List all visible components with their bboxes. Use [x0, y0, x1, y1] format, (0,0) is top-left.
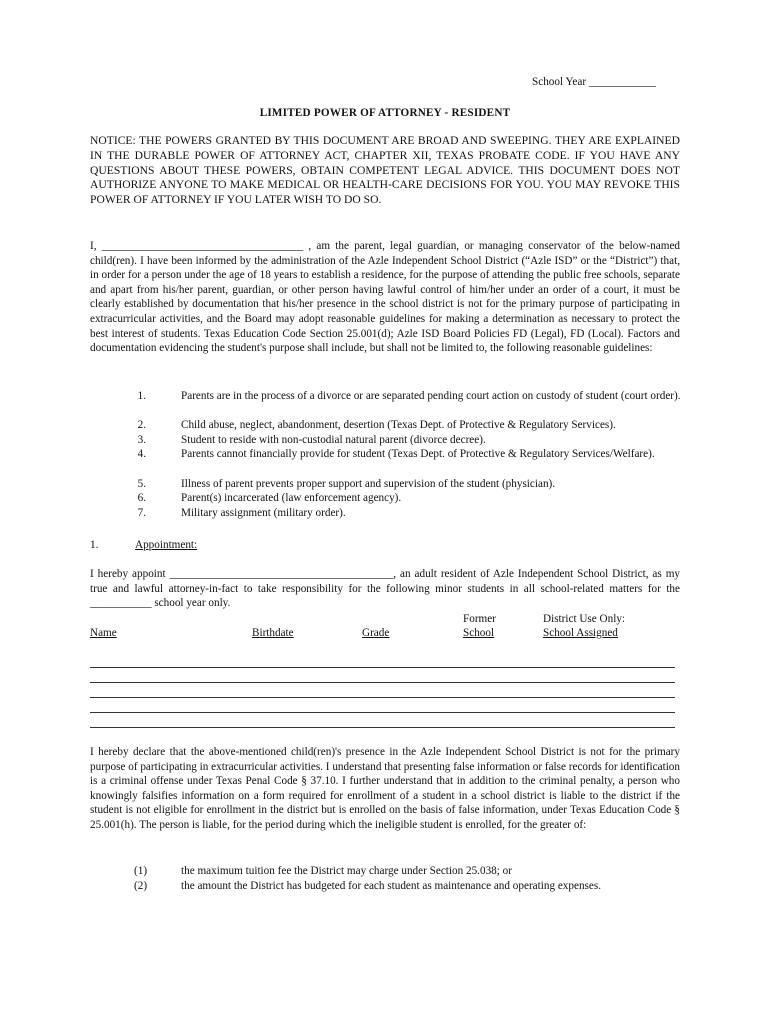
former-school-header-top: Former: [463, 613, 496, 625]
list-item-text: Parents are in the process of a divorce or are separated pending court action on custody of student (court order).: [181, 390, 681, 402]
former-school-header: School: [463, 627, 495, 639]
guidelines-list: [0, 389, 770, 520]
liability-list: [0, 864, 770, 893]
student-entry-line[interactable]: [90, 682, 675, 683]
section-title: Appointment:: [135, 539, 198, 551]
list-item: [0, 864, 770, 879]
student-entry-line[interactable]: [90, 712, 675, 713]
list-item-number: 7.: [137, 506, 146, 519]
student-entry-line[interactable]: [90, 727, 675, 728]
list-item: [0, 477, 770, 492]
list-item-text: the amount the District has budgeted for each student as maintenance and operating expenses.: [181, 879, 602, 892]
birthdate-column-header: Birthdate: [252, 627, 294, 639]
list-item-text: Parent(s) incarcerated (law enforcement agency).: [181, 492, 402, 505]
student-entry-line[interactable]: [90, 667, 675, 668]
list-item-text: Illness of parent prevents proper support and supervision of the student (physician).: [181, 477, 556, 490]
list-item-number: 3.: [137, 433, 146, 446]
list-item-text: Parents cannot financially provide for student (Texas Dept. of Protective & Regulatory Services/Welfare).: [181, 448, 655, 461]
section-number: 1.: [90, 539, 99, 551]
list-item: [0, 389, 770, 418]
list-item-text: Military assignment (military order).: [181, 506, 346, 519]
list-item-number: 5.: [137, 477, 146, 490]
list-item: [0, 879, 770, 894]
district-use-header-top: District Use Only:: [543, 613, 626, 625]
list-item-number: 2.: [137, 419, 146, 432]
list-item: [0, 447, 770, 476]
document-title: LIMITED POWER OF ATTORNEY - RESIDENT: [259, 107, 511, 119]
name-column-header: Name: [90, 627, 117, 639]
appointment-paragraph: I hereby appoint ________________________________________, an adult resident of Azle Independent School District, as my true and lawful attorney-in-fact to take responsibility for the following minor students in all school-related matters for the ___________ school year only.: [90, 568, 680, 610]
list-item-text: the maximum tuition fee the District may charge under Section 25.038; or: [181, 865, 512, 877]
list-item-number: (1): [134, 865, 148, 877]
list-item-text: Child abuse, neglect, abandonment, desertion (Texas Dept. of Protective & Regulatory Services).: [181, 419, 616, 432]
list-item: [0, 506, 770, 521]
list-item-number: 4.: [137, 448, 146, 461]
declaration-paragraph: I hereby declare that the above-mentioned child(ren)'s presence in the Azle Independent School District is not for the primary purpose of participating in extracurricular activities. I understand that presenting false information or false records for identification is a criminal offense under Texas Penal Code § 37.10. I further understand that in addition to the criminal penalty, a person who knowingly falsifies information on a form required for enrollment of a student in a school district is liable to the district if the student is not eligible for enrollment in the district but is enrolled on the basis of false information, under Texas Education Code § 25.001(h). The person is liable, for the period during which the ineligible student is enrolled, for the greater of:: [90, 746, 680, 831]
list-item: [0, 418, 770, 433]
grade-column-header: Grade: [362, 627, 390, 639]
list-item: [0, 491, 770, 506]
list-item: [0, 433, 770, 448]
list-item-number: 1.: [137, 390, 146, 402]
school-assigned-header: School Assigned: [543, 627, 618, 639]
list-item-number: 6.: [137, 492, 146, 505]
list-item-text: Student to reside with non-custodial natural parent (divorce decree).: [181, 433, 486, 446]
school-year-field: School Year ____________: [532, 76, 656, 88]
student-entry-line[interactable]: [90, 697, 675, 698]
notice-paragraph: NOTICE: THE POWERS GRANTED BY THIS DOCUMENT ARE BROAD AND SWEEPING. THEY ARE EXPLAINED IN THE DURABLE POWER OF ATTORNEY ACT, CHAPTER XII, TEXAS PROBATE CODE. IF YOU HAVE ANY QUESTIONS ABOUT THESE POWERS, OBTAIN COMPETENT LEGAL ADVICE. THIS DOCUMENT DOES NOT AUTHORIZE ANYONE TO MAKE MEDICAL OR HEALTH-CARE DECISIONS FOR YOU. YOU MAY REVOKE THIS POWER OF ATTORNEY IF YOU LATER WISH TO DO SO.: [90, 134, 680, 207]
intro-paragraph: I, ____________________________________ , am the parent, legal guardian, or managing conservator of the below-named child(ren). I have been informed by the administration of the Azle Independent School District (“Azle ISD” or the “District”) that, in order for a person under the age of 18 years to establish a residence, for the purpose of attending the public free schools, separate and apart from his/her parent, guardian, or other person having lawful control of him/her under an order of a court, it must be clearly established by documentation that his/her presence in the school district is not for the primary purpose of participating in extracurricular activities, and the Board may adopt reasonable guidelines for making a determination as necessary to protect the best interest of students. Texas Education Code Section 25.001(d); Azle ISD Board Policies FD (Legal), FD (Local). Factors and documentation evidencing the student's purpose shall include, but shall not be limited to, the following reasonable guidelines:: [90, 240, 680, 355]
list-item-number: (2): [134, 879, 148, 892]
